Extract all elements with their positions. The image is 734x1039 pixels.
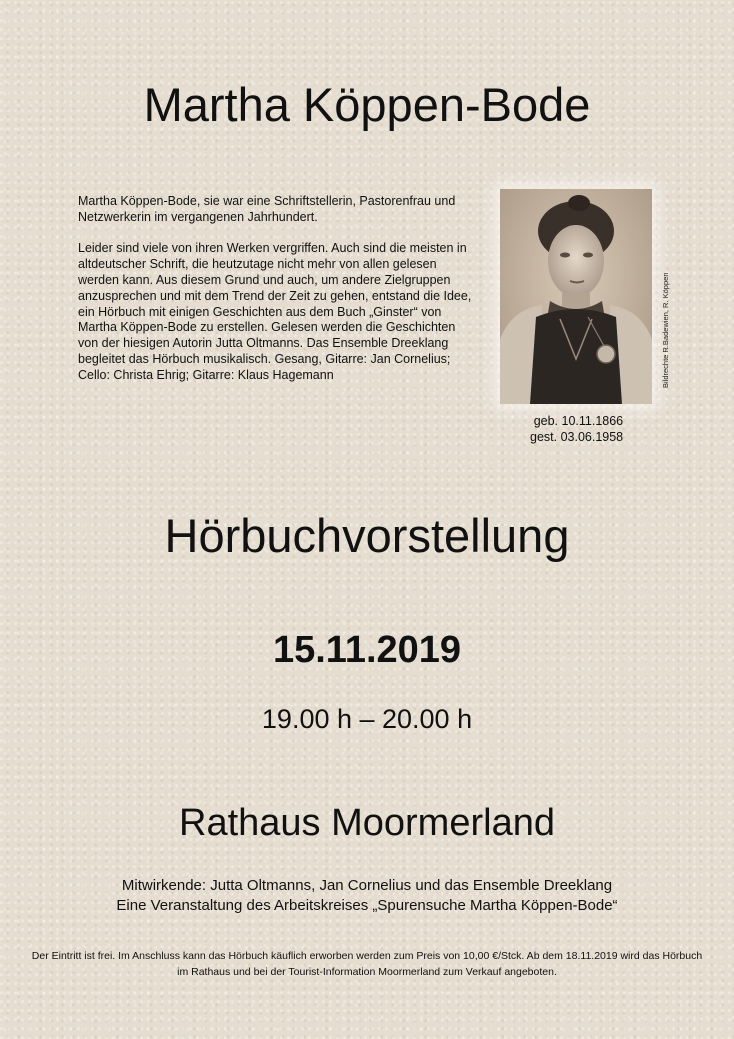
life-dates — [530, 414, 623, 445]
birth-date: geb. 10.11.1866 — [533, 414, 624, 428]
photo-credit: Bildrechte R.Badewien, R. Köppen — [661, 272, 670, 388]
page-title: Martha Köppen-Bode — [143, 78, 591, 131]
participants-line: Mitwirkende: Jutta Oltmanns, Jan Cornelius und das Ensemble Dreeklang — [121, 877, 613, 894]
intro-paragraph-1: Martha Köppen-Bode, sie war eine Schriftstellerin, Pastorenfrau und Netzwerkerin im vergangenen Jahrhundert. — [78, 194, 456, 224]
event-location: Rathaus Moormerland — [179, 802, 555, 844]
organizer-line: Eine Veranstaltung des Arbeitskreises „Spurensuche Martha Köppen-Bode“ — [116, 897, 618, 914]
intro-paragraph-2: Leider sind viele von ihren Werken vergriffen. Auch sind die meisten in altdeutscher Schrift, die heutzutage nicht mehr von allen gelesen werden kann. Aus diesem Grund und auch, um andere Zielgruppen anzusprechen und mit dem Trend der Zeit zu gehen, entstand die Idee, ein Hörbuch mit einigen Geschichten aus dem Buch „Ginster“ von Martha Köppen-Bode zu erstellen. Gelesen werden die Geschichten von der hiesigen Autorin Jutta Oltmanns. Das Ensemble Dreeklang begleitet das Hörbuch musikalisch. Gesang, Gitarre: Jan Cornelius; Cello: Christa Ehrig; Gitarre: Klaus Hagemann — [78, 241, 472, 382]
intro-text — [78, 194, 473, 384]
portrait-image — [500, 189, 652, 404]
admission-notice: Der Eintritt ist frei. Im Anschluss kann das Hörbuch käuflich erworben werden zum Preis von 10,00 €/Stck. Ab dem 18.11.2019 wird das Hörbuch im Rathaus und bei der Tourist-Information Moormerland zum Verkauf angeboten. — [31, 950, 703, 978]
event-time: 19.00 h – 20.00 h — [261, 704, 473, 734]
death-date: gest. 03.06.1958 — [530, 429, 624, 444]
event-date: 15.11.2019 — [272, 629, 462, 671]
participants-block — [0, 876, 734, 916]
event-heading: Hörbuchvorstellung — [164, 509, 570, 562]
portrait-photo — [500, 189, 652, 404]
